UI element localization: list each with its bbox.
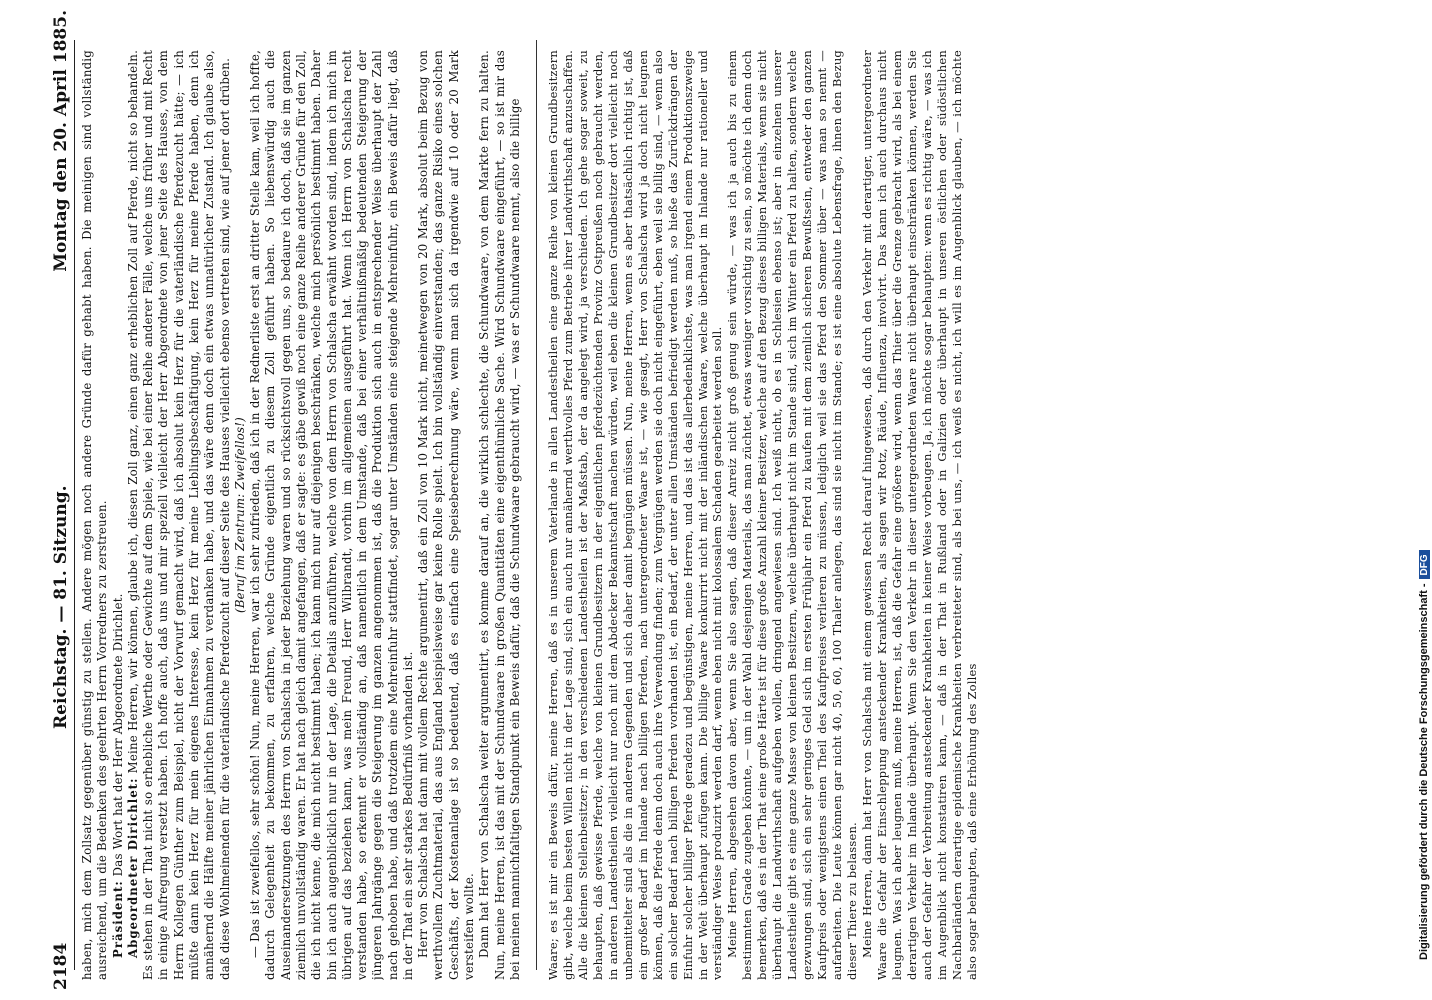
page-number: 2184 bbox=[51, 942, 71, 990]
speech-text: Das Wort hat der Herr Abgeordnete Dirichlet. bbox=[110, 593, 125, 877]
interjection: (Beruf im Zentrum: Zweifellos!) bbox=[232, 417, 247, 613]
paragraph bbox=[126, 50, 233, 980]
speaker-name: Präsident: bbox=[110, 880, 125, 958]
running-head bbox=[46, 10, 76, 990]
paragraph: Meine Herren, abgesehen davon aber, wenn Sie also sagen, daß dieser Anreiz nicht groß genug sein würde, — was ich ja auch bis zu einem bestimmten Grade zugeben könnte, — um in der Wahl desjenigen Materials, das man züchtet, etwas weniger vorsichtig zu sein, so möchte ich denn doch bemerken, daß es in der That eine große Härte ist für diese große Anzahl kleiner Besitzer, welche auf den Bezug dieses billigen Materials, wenn sie nicht überhaupt die Landwirthschaft aufgeben wollen, dringend angewiesen sind. Ich weiß nicht, ob es in Schlesien ebenso ist; aber in einzelnen unserer Landestheile gibt es eine ganze Masse von kleinen Besitzern, welche überhaupt nicht im Stande sind, sich im Winter ein Pferd zu halten, sondern welche gezwungen sind, sich ein sehr geringes Geld sich im ersten Frühjahr ein Pferd zu kaufen mit dem ziemlich sicheren Bewußtsein, entweder den ganzen Kaufpreis oder wenigstens einen Theil des Kaufpreises verlieren zu müssen, lediglich weil sie das Pferd den Sommer über — was man so nennt — aufarbeiten. Die Leute können gar nicht 40, 50, 60, 100 Thaler anlegen, das sind sie nicht im Stande; es ist eine absolute Lebensfrage, ihnen den Bezug dieser Thiere zu belassen. bbox=[725, 50, 860, 980]
paragraph: — Das ist zweifellos, sehr schön! Nun, meine Herren, war ich sehr zufrieden, daß ich in der Rednerliste erst an dritter Stelle kam, weil ich hoffte, dadurch Gelegenheit zu bekommen, zu erfahren, welche Gründe eigentlich zu diesem Zoll geführt haben. So liebenswürdig auch die Auseinandersetzungen des Herrn von Schalscha in jeder Beziehung waren und so rücksichtsvoll gegen uns, so bedaure ich doch, daß sie im ganzen ziemlich unvollständig waren. Er hat nach gleich damit angefangen, daß er sagte: es gäbe gewiß noch eine ganze Reihe anderer Gründe für den Zoll, die ich nicht kenne, die mich nicht bestimmt haben; ich kann mich nur auf diejenigen beschränken, welche mich persönlich bestimmt haben. Daher bin ich auch augenblicklich nur in der Lage, die Details anzuführen, welche von dem Herrn von Schalscha erwähnt worden sind, indem ich mich im übrigen auf das beziehen kann, was mein Freund, Herr Wilbrandt, vorhin im allgemeinen ausgeführt hat. Wenn ich Herrn von Schalscha recht verstanden habe, so erkennt er vollständig an, daß namentlich in dem Umstande, daß bei einer verhältnißmäßig bedeutenden Steigerung der jüngeren Jahrgänge gegen die Steigerung im ganzen angenommen ist, daß die Produktion sich auch in entsprechender Weise überhaupt der Zahl nach gehoben habe, und daß trotzdem eine Mehreinfuhr stattfindet, sogar unter Umständen eine steigende Mehreinfuhr, ein Beweis dafür liegt, daß in der That ein sehr starkes Bedürfniß vorhanden ist. bbox=[248, 50, 415, 980]
session-title: Reichstag. — 81. Sitzung. bbox=[51, 485, 71, 729]
paragraph: Meine Herren, dann hat Herr von Schalscha mit einem gewissen Recht darauf hingewiesen, daß durch den Verkehr mit derartiger, untergeordneter Waare die Gefahr der Einschleppung ansteckender Krankheiten, als sagen wir Rotz, Räude, Influenza, involvirt. Das kann ich auch durchaus nicht leugnen. Was ich aber leugnen muß, meine Herren, ist, daß die Gefahr eine größere wird, wenn das Thier über die Grenze gebracht wird, als bei einem derartigen Verkehr im Inlande überhaupt. Wenn Sie den Verkehr in dieser untergeordneten Waare nicht überhaupt einschränken können, werden Sie auch der Gefahr der Verbreitung ansteckender Krankheiten in keiner Weise vorbeugen. Ja, ich möchte sogar behaupten: wenn es richtig wäre, — was ich im Augenblick nicht konstatiren kann, — daß in der That in Rußland oder in Galizien oder überhaupt in unseren östlichen oder südöstlichen Nachbarländern derartige epidemische Krankheiten verbreiteter sind, als bei uns, — ich weiß es nicht, ich will es im Augenblick glauben, — ich möchte also sogar behaupten, daß eine Erhöhung des Zolles bbox=[860, 50, 979, 980]
header-rule bbox=[74, 40, 75, 970]
speech-text: Meine Herren, wir können, glaube ich, diesen Zoll ganz, einen ganz erheblichen Zoll auf Pferde, nicht so behandeln. Es stehen in der That nicht so erhebliche Werthe oder Gewichte auf dem Spiele, wie bei einer Reihe anderer Fälle, welche uns früher und mit Recht in einige Aufregung versetzt haben. Ich hoffe auch, daß uns und mir speziell vielleicht der Herr Abgeordnete von jener Seite des Hauses, von dem Herrn Kollegen Günther zum Beispiel, nicht der Vorwurf gemacht wird, daß ich absolut kein Herz für die vaterländische Pferdezucht hätte; — ich müßte dann kein Herz für mein eigenes Interesse, kein Herz für meine Lieblingsbeschäftigung, kein Herz für meine Pferde haben, denn ich annähernd die Hälfte meiner jährlichen Einnahmen zu verdanken habe, und das wäre denn doch ein etwas unnatürlicher Zustand. Ich glaube also, daß diese Wohlmeinenden für die vaterländische Pferdezucht auf dieser Seite des Hauses vielleicht ebenso vertreten sind, wie auf jener dort drüben. bbox=[125, 50, 232, 980]
date-line: Montag den 20. April 1885. bbox=[51, 10, 71, 272]
column-divider bbox=[536, 40, 537, 970]
paragraph: Dann hat Herr von Schalscha weiter argumentirt, es komme darauf an, die wirklich schlechte, die Schundwaare, von dem Markte fern zu halten. Nun, meine Herren, ist das mit der Schundwaare in großen Quantitäten eine eigenthümliche Sache. Wird Schundwaare eingeführt, — so ist mir das bei meinen mannichfaltigen Standpunkt ein Beweis dafür, daß die Schundwaare gebraucht wird, — was er Schundwaare nennt, also die billige bbox=[477, 50, 522, 980]
paragraph: Herr von Schalscha hat dann mit vollem Rechte argumentirt, daß ein Zoll von 10 Mark nicht, meinetwegen von 20 Mark, absolut beim Bezug von werthvollem Zuchtmaterial, das aus England beispielsweise gar keine Rolle spielt. Ich bin vollständig einverstanden; das ganze Risiko eines solchen Geschäfts, der Kostenanlage ist so bedeutend, daß es einfach eine Speiseberechnung wäre, wenn man sich da irgendwie auf 10 oder 20 Mark versteifen wollte. bbox=[416, 50, 477, 980]
right-column bbox=[546, 50, 996, 980]
dfg-logo: DFG bbox=[1419, 550, 1430, 579]
speaker-name: Abgeordneter Dirichlet: bbox=[125, 777, 140, 958]
paragraph: haben, mich dem Zollsatz gegenüber günstig zu stellen. Andere mögen noch andere Gründe dafür gehabt haben. Die meinigen sind vollständig ausreichend, um die Bedenken des geehrten Herrn Vorredners zu zerstreuen. bbox=[80, 50, 110, 980]
left-column bbox=[80, 50, 530, 980]
digitization-credit bbox=[1418, 30, 1432, 960]
paragraph bbox=[111, 50, 126, 980]
credit-text: Digitalisierung gefördert durch die Deutsche Forschungsgemeinschaft - bbox=[1418, 583, 1430, 960]
paragraph: Waare; es ist mir ein Beweis dafür, meine Herren, daß es in unserem Vaterlande in allen Landestheilen eine ganze Reihe von kleinen Grundbesitzern gibt, welche beim besten Willen nicht in der Lage sind, sich ein auch nur annähernd werthvolles Pferd zum Betriebe ihrer Landwirthschaft anzuschaffen. Alle die kleinen Stellenbesitzer; in den verschiedenen Landestheilen ist der Maßstab, der da angelegt wird, ja verschieden. Ich gehe sogar soweit, zu behaupten, daß gewisse Pferde, welche von kleinen Grundbesitzern in der eigentlichen pferdezüchtenden Provinz Ostpreußen noch gebraucht werden, in anderen Landestheilen vielleicht nur noch mit dem Abdecker Bekanntschaft machen würden, weil eben die kleinen Grundbesitzer dort vielleicht noch unbemittelter sind als die in anderen Gegenden und sich daher damit begnügen müssen. Nun, meine Herren, wenn es aber thatsächlich richtig ist, daß ein großer Bedarf im Inlande nach billigen Pferden, nach untergeordneter Waare ist, — wie gesagt, Herr von Schalscha wird ja doch nicht leugnen können, daß die Pferde denn doch auch ihre Verwendung finden; zum Vergnügen werden sie doch nicht eingeführt, eben weil sie billig sind, — wenn also ein solcher Bedarf nach billigen Pferden vorhanden ist, ein Bedarf, der unter allen Umständen befriedigt werden muß, so hieße das Zurückdrängen der Einfuhr solcher billiger Pferde geradezu und begünstigen, meine Herren, und das ist das allerbedenklichste, was man irgend einem Produktionszweige in der Welt überhaupt zufügen kann. Die billige Waare konkurrirt nicht mit der inländischen Waare, welche überhaupt im Inlande nur rationeller und verständiger Weise produzirt werden darf, wenn eben nicht mit kolossalem Schaden gearbeitet werden soll. bbox=[546, 50, 725, 980]
